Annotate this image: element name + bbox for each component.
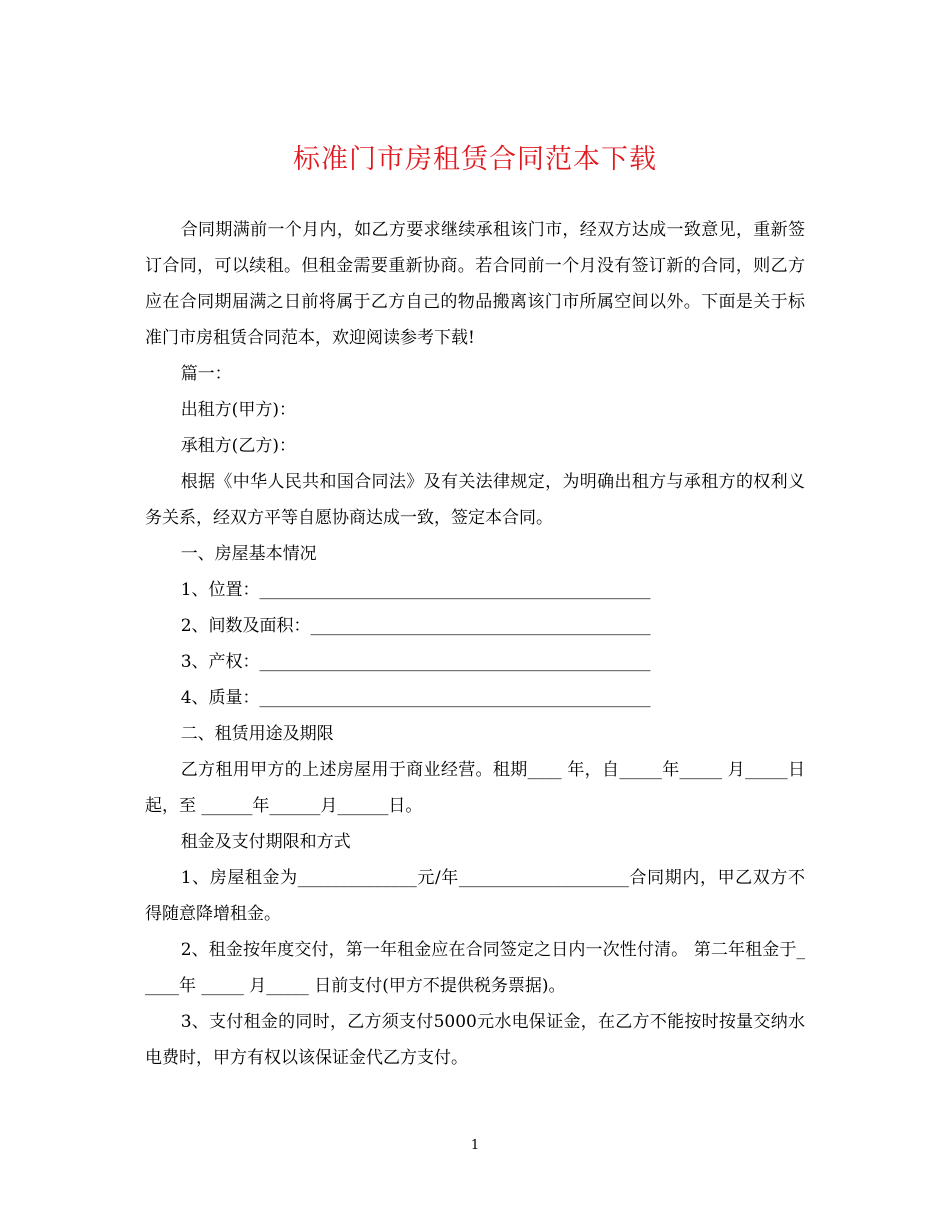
- document-body: [145, 212, 805, 1076]
- lessor-line: 出租方(甲方)：: [180, 400, 296, 420]
- section-heading-property: 一、房屋基本情况: [180, 544, 317, 564]
- page-number: 1: [470, 1138, 480, 1153]
- lease-term-paragraph: 乙方租用甲方的上述房屋用于商业经营。租期____ 年，自_____年_____ 月_____日起，至 ______年______月______日。: [145, 760, 805, 816]
- legal-basis-paragraph: 根据《中华人民共和国合同法》及有关法律规定，为明确出租方与承租方的权利义务关系，经双方平等自愿协商达成一致，签定本合同。: [145, 472, 805, 528]
- quality-line: 4、质量：______________________________________________: [180, 688, 651, 708]
- section-heading-rent-payment: 租金及支付期限和方式: [180, 832, 351, 852]
- rent-schedule-paragraph: 2、租金按年度交付，第一年租金应在合同签定之日内一次性付清。 第二年租金于_____年 _____ 月_____ 日前支付(甲方不提供税务票据)。: [145, 940, 805, 996]
- rooms-area-line: 2、间数及面积：________________________________________: [180, 616, 651, 636]
- document-title: 标准门市房租赁合同范本下载: [293, 144, 657, 175]
- location-line: 1、位置：______________________________________________: [180, 580, 651, 600]
- section-heading-usage-term: 二、租赁用途及期限: [180, 724, 334, 744]
- intro-paragraph: 合同期满前一个月内，如乙方要求继续承租该门市，经双方达成一致意见，重新签订合同，可以续租。但租金需要重新协商。若合同前一个月没有签订新的合同，则乙方应在合同期届满之日前将属于乙方自己的物品搬离该门市所属空间以外。下面是关于标准门市房租赁合同范本，欢迎阅读参考下载!: [145, 220, 805, 348]
- lessee-line: 承租方(乙方)：: [180, 436, 296, 456]
- utility-deposit-paragraph: 3、支付租金的同时，乙方须支付5000元水电保证金，在乙方不能按时按量交纳水电费时，甲方有权以该保证金代乙方支付。: [145, 1012, 805, 1068]
- rent-amount-paragraph: 1、房屋租金为______________元/年____________________合同期内，甲乙双方不得随意降增租金。: [145, 868, 805, 924]
- ownership-line: 3、产权：______________________________________________: [180, 652, 651, 672]
- section-label-part-one: 篇一：: [180, 364, 232, 384]
